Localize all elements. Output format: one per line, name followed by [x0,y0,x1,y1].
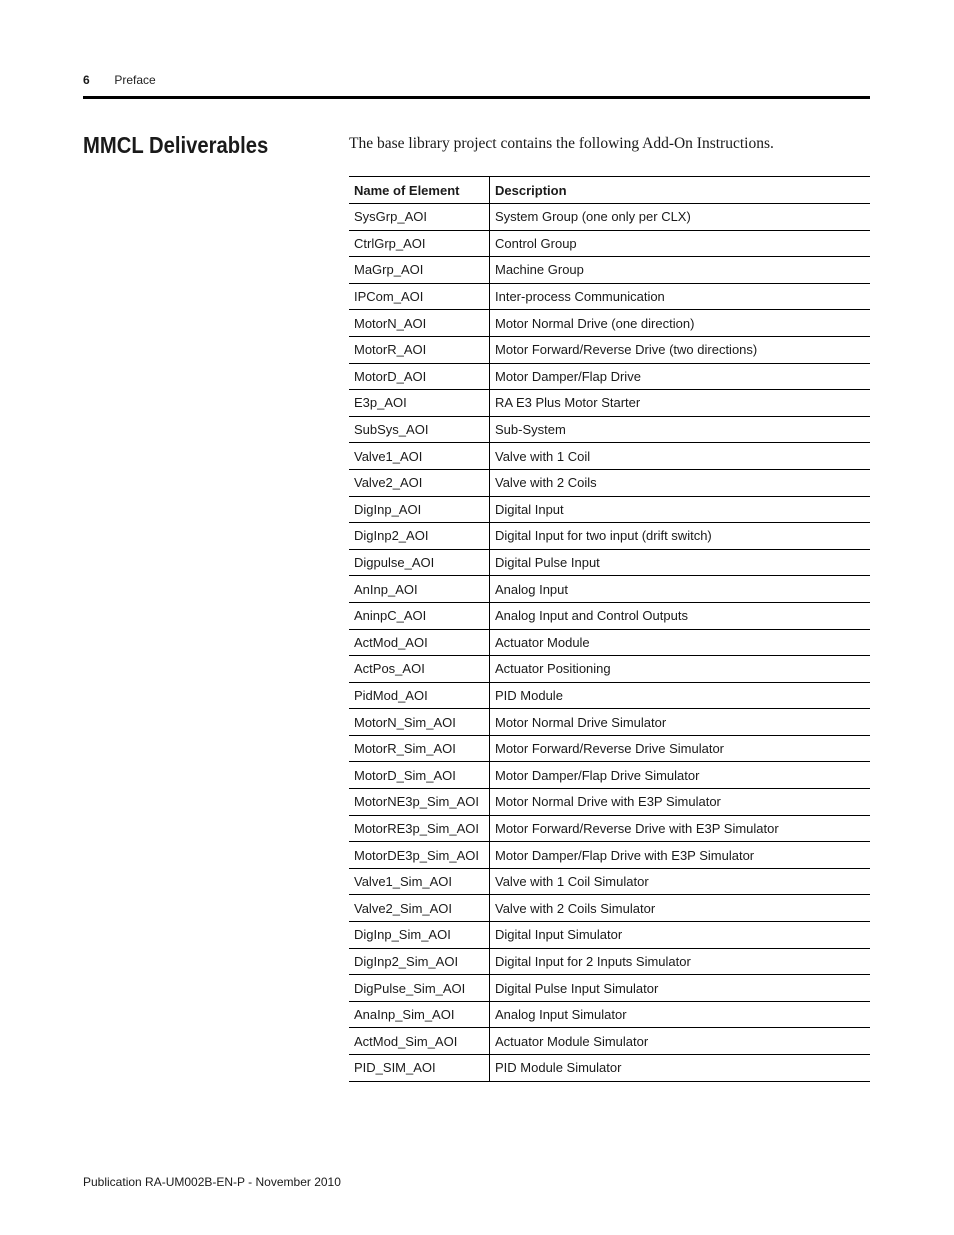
element-name-cell: MotorRE3p_Sim_AOI [349,815,490,842]
table-row [349,496,870,523]
element-name-cell: IPCom_AOI [349,283,490,310]
column-header-description: Description [490,177,871,204]
description-cell: Digital Pulse Input Simulator [490,975,871,1002]
table-body [349,204,870,1082]
table-row [349,868,870,895]
description-cell: Motor Normal Drive (one direction) [490,310,871,337]
description-cell: Motor Forward/Reverse Drive Simulator [490,735,871,762]
element-name-cell: MotorR_Sim_AOI [349,735,490,762]
element-name-cell: MotorD_AOI [349,363,490,390]
table-row [349,576,870,603]
table-row [349,469,870,496]
description-cell: Valve with 1 Coil Simulator [490,868,871,895]
table-row [349,842,870,869]
element-name-cell: MaGrp_AOI [349,257,490,284]
table-row [349,922,870,949]
description-cell: Motor Normal Drive with E3P Simulator [490,789,871,816]
header-rule [83,96,870,99]
table-row [349,1001,870,1028]
description-cell: Valve with 2 Coils Simulator [490,895,871,922]
element-name-cell: DigInp2_Sim_AOI [349,948,490,975]
element-name-cell: MotorD_Sim_AOI [349,762,490,789]
description-cell: Valve with 2 Coils [490,469,871,496]
table-row [349,629,870,656]
description-cell: Actuator Module Simulator [490,1028,871,1055]
element-name-cell: Valve1_Sim_AOI [349,868,490,895]
element-name-cell: PidMod_AOI [349,682,490,709]
table-row [349,204,870,231]
description-cell: Analog Input [490,576,871,603]
element-name-cell: Digpulse_AOI [349,549,490,576]
table-row [349,390,870,417]
description-cell: Motor Normal Drive Simulator [490,709,871,736]
table-row [349,336,870,363]
page-number: 6 [83,73,90,87]
description-cell: Motor Forward/Reverse Drive (two directions) [490,336,871,363]
table-row [349,975,870,1002]
description-cell: Motor Forward/Reverse Drive with E3P Simulator [490,815,871,842]
element-name-cell: Valve2_Sim_AOI [349,895,490,922]
description-cell: Analog Input Simulator [490,1001,871,1028]
description-cell: PID Module Simulator [490,1055,871,1082]
description-cell: Digital Input for 2 Inputs Simulator [490,948,871,975]
element-name-cell: Valve2_AOI [349,469,490,496]
table-row [349,815,870,842]
description-cell: Control Group [490,230,871,257]
element-name-cell: ActMod_Sim_AOI [349,1028,490,1055]
element-name-cell: MotorR_AOI [349,336,490,363]
table-row [349,523,870,550]
description-cell: Valve with 1 Coil [490,443,871,470]
table-row [349,257,870,284]
section-title: MMCL Deliverables [83,132,269,158]
description-cell: Motor Damper/Flap Drive Simulator [490,762,871,789]
publication-footer: Publication RA-UM002B-EN-P - November 2010 [83,1175,341,1189]
element-name-cell: ActMod_AOI [349,629,490,656]
element-name-cell: DigPulse_Sim_AOI [349,975,490,1002]
element-name-cell: MotorDE3p_Sim_AOI [349,842,490,869]
element-name-cell: Valve1_AOI [349,443,490,470]
table-row [349,443,870,470]
element-name-cell: CtrlGrp_AOI [349,230,490,257]
intro-paragraph: The base library project contains the following Add-On Instructions. [349,135,774,152]
description-cell: Digital Pulse Input [490,549,871,576]
description-cell: Digital Input Simulator [490,922,871,949]
element-name-cell: SubSys_AOI [349,416,490,443]
table-row [349,310,870,337]
table-row [349,789,870,816]
table-row [349,363,870,390]
element-name-cell: AnaInp_Sim_AOI [349,1001,490,1028]
running-header [83,73,156,87]
table-row [349,735,870,762]
element-name-cell: MotorN_Sim_AOI [349,709,490,736]
table-row [349,230,870,257]
table-row [349,709,870,736]
description-cell: RA E3 Plus Motor Starter [490,390,871,417]
table-row [349,948,870,975]
description-cell: Motor Damper/Flap Drive with E3P Simulator [490,842,871,869]
description-cell: Motor Damper/Flap Drive [490,363,871,390]
element-name-cell: DigInp_AOI [349,496,490,523]
table-row [349,762,870,789]
element-name-cell: DigInp2_AOI [349,523,490,550]
description-cell: Digital Input for two input (drift switch) [490,523,871,550]
description-cell: Inter-process Communication [490,283,871,310]
element-name-cell: AninpC_AOI [349,602,490,629]
description-cell: System Group (one only per CLX) [490,204,871,231]
element-name-cell: DigInp_Sim_AOI [349,922,490,949]
description-cell: Sub-System [490,416,871,443]
element-name-cell: SysGrp_AOI [349,204,490,231]
table-header-row [349,177,870,204]
table-row [349,416,870,443]
table-row [349,1028,870,1055]
element-name-cell: AnInp_AOI [349,576,490,603]
element-name-cell: MotorN_AOI [349,310,490,337]
description-cell: PID Module [490,682,871,709]
table-row [349,283,870,310]
description-cell: Analog Input and Control Outputs [490,602,871,629]
table-row [349,682,870,709]
deliverables-table [349,176,870,1082]
column-header-name: Name of Element [349,177,490,204]
element-name-cell: PID_SIM_AOI [349,1055,490,1082]
description-cell: Actuator Module [490,629,871,656]
description-cell: Actuator Positioning [490,656,871,683]
section-name: Preface [114,73,156,87]
element-name-cell: E3p_AOI [349,390,490,417]
table-row [349,895,870,922]
description-cell: Machine Group [490,257,871,284]
table-row [349,549,870,576]
element-name-cell: MotorNE3p_Sim_AOI [349,789,490,816]
table-row [349,656,870,683]
element-name-cell: ActPos_AOI [349,656,490,683]
description-cell: Digital Input [490,496,871,523]
table-row [349,1055,870,1082]
table-row [349,602,870,629]
